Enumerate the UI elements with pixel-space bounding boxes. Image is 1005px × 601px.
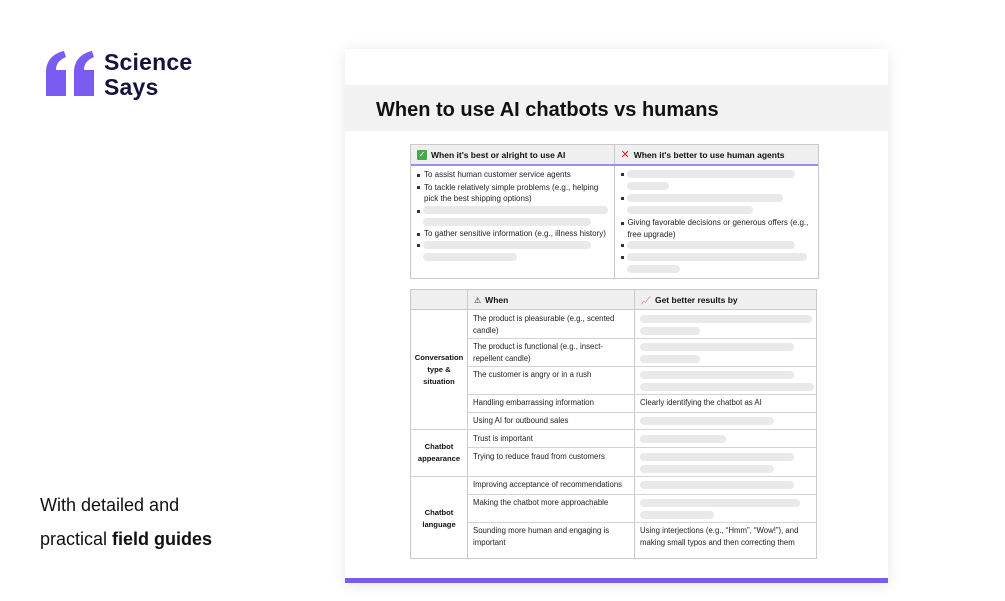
row-divider: [468, 522, 817, 523]
guidance-header: [411, 290, 816, 310]
human-header-label: When it's better to use human agents: [633, 149, 785, 160]
group-divider: [411, 429, 816, 430]
bullet: [417, 244, 420, 247]
group-language: Chatbot language: [422, 507, 456, 529]
group-divider: [411, 476, 816, 477]
tagline-line1: With detailed and: [40, 495, 180, 515]
table-cell-when: The product is pleasurable (e.g., scented candle): [473, 314, 615, 335]
column-divider: [634, 290, 635, 558]
table-cell-when: Making the chatbot more approachable: [473, 498, 609, 507]
quote-icon: [44, 50, 98, 98]
placeholder-bar: [627, 241, 795, 249]
placeholder-bar: [640, 343, 794, 351]
header-when: [468, 290, 634, 310]
row-divider: [468, 412, 817, 413]
bullet: [621, 256, 624, 259]
table-cell-when: Using AI for outbound sales: [473, 416, 569, 425]
ai-vs-human-table: [410, 144, 819, 279]
check-icon: ✓: [418, 149, 426, 159]
header-when-label: When: [485, 295, 509, 305]
human-column: [615, 166, 819, 278]
table-cell-when: Trying to reduce fraud from customers: [473, 452, 605, 461]
row-divider: [468, 447, 817, 448]
header-blank: [411, 290, 467, 310]
placeholder-bar: [423, 206, 608, 214]
list-item: To gather sensitive information (e.g., illness history): [417, 228, 606, 240]
tagline-bold: field guides: [112, 529, 213, 549]
warning-icon: ⚠: [474, 295, 482, 305]
row-divider: [468, 338, 817, 339]
bullet: [621, 173, 624, 176]
placeholder-bar: [640, 417, 774, 425]
row-divider: [468, 394, 817, 395]
tagline-prefix: practical: [40, 529, 113, 549]
placeholder-bar: [640, 499, 800, 507]
column-divider: [467, 290, 468, 558]
brand-logo: [44, 50, 192, 100]
placeholder-bar: [627, 194, 783, 202]
placeholder-bar: [640, 315, 812, 323]
row-divider: [468, 494, 817, 495]
header-results: [635, 290, 817, 310]
header-results-label: Get better results by: [654, 295, 738, 305]
ai-vs-human-body: [411, 166, 818, 278]
group-conversation: Conversation type & situation: [414, 353, 464, 386]
table-cell-when: The customer is angry or in a rush: [473, 370, 592, 379]
placeholder-bar: [640, 481, 794, 489]
placeholder-bar: [640, 371, 794, 379]
chart-icon: 📈: [641, 295, 651, 305]
placeholder-bar: [423, 253, 517, 261]
ai-vs-human-header: [411, 145, 818, 166]
table-cell-when: Handling embarrassing information: [473, 398, 594, 407]
placeholder-bar: [640, 435, 726, 443]
card-accent-bar: [345, 578, 888, 583]
placeholder-bar: [640, 453, 794, 461]
bullet: [417, 210, 420, 213]
row-divider: [468, 366, 817, 367]
table-cell-when: Sounding more human and engaging is important: [473, 526, 610, 547]
human-header: [615, 145, 819, 164]
placeholder-bar: [627, 265, 680, 273]
placeholder-bar: [640, 511, 714, 519]
ai-header: [411, 145, 615, 164]
bullet: [621, 244, 624, 247]
list-item: To assist human customer service agents: [417, 169, 610, 181]
placeholder-bar: [627, 170, 795, 178]
cross-icon: ✕: [620, 148, 630, 161]
bullet: [621, 197, 624, 200]
brand-name: [104, 50, 192, 100]
placeholder-bar: [423, 218, 591, 226]
title-band: [345, 85, 888, 131]
table-cell-result: Clearly identifying the chatbot as AI: [640, 398, 762, 407]
brand-name-line1: Science: [104, 49, 193, 75]
ai-column: [411, 166, 615, 278]
placeholder-bar: [640, 327, 700, 335]
list-item: To tackle relatively simple problems (e.g., helping pick the best shipping options): [417, 182, 610, 205]
table-cell-when: The product is functional (e.g., insect-repellent candle): [473, 342, 604, 363]
placeholder-bar: [423, 241, 591, 249]
placeholder-bar: [627, 206, 753, 214]
table-cell-when: Trust is important: [473, 434, 533, 443]
ai-header-label: When it's best or alright to use AI: [431, 149, 566, 160]
placeholder-bar: [627, 253, 807, 261]
document-card: [345, 49, 888, 583]
placeholder-bar: [627, 182, 669, 190]
table-cell-when: Improving acceptance of recommendations: [473, 480, 623, 489]
placeholder-bar: [640, 383, 814, 391]
placeholder-bar: [640, 465, 774, 473]
brand-name-line2: Says: [104, 74, 159, 100]
group-appearance: Chatbot appearance: [417, 442, 461, 463]
tagline-line2: [40, 522, 212, 556]
list-item: Giving favorable decisions or generous offers (e.g., free upgrade): [621, 217, 817, 240]
placeholder-bar: [640, 355, 700, 363]
table-cell-result: Using interjections (e.g., “Hmm”, “Wow!”), and making small typos and then correcting them: [640, 526, 799, 547]
tagline: [40, 488, 212, 556]
page-title: When to use AI chatbots vs humans: [376, 99, 719, 121]
guidance-table: [410, 289, 817, 559]
